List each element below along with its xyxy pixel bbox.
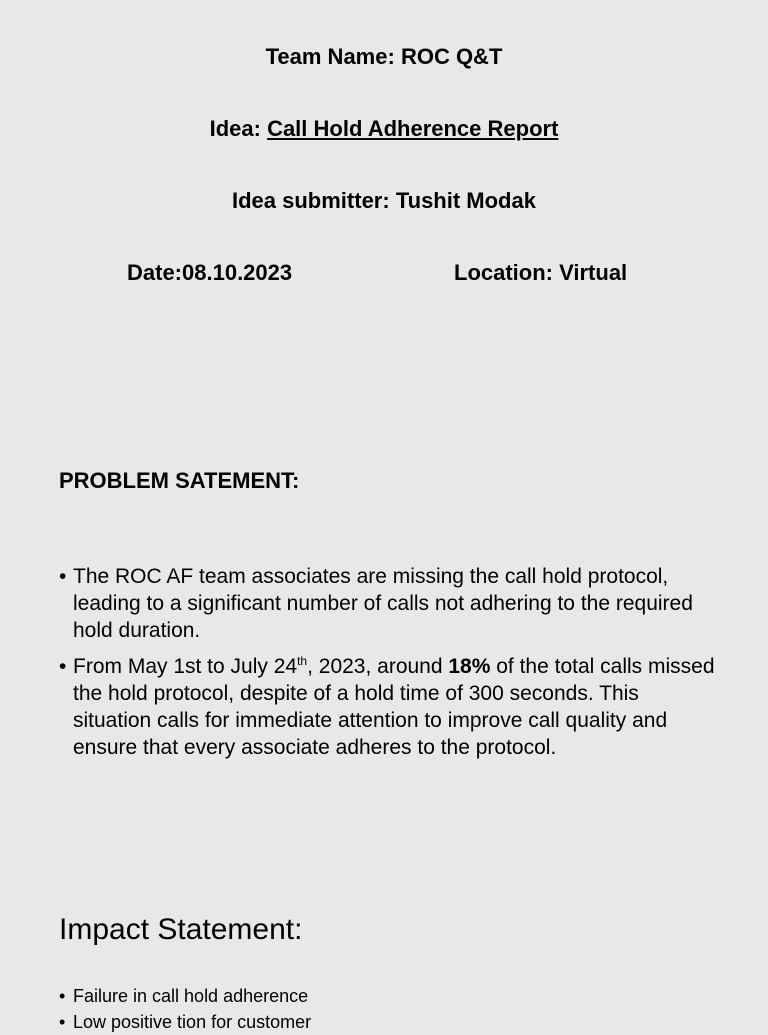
- impact-bullet: [59, 983, 719, 1009]
- impact-statement-heading: Impact Statement:: [59, 913, 303, 946]
- problem-bullet-text-pre: From May 1st to July 24: [73, 655, 298, 678]
- location-text: Location: Virtual: [454, 260, 628, 285]
- idea-label: Idea:: [209, 116, 261, 141]
- problem-bullet-text: The ROC AF team associates are missing the call hold protocol, leading to a significant number of calls not adhering to the required hold duration.: [73, 565, 693, 642]
- problem-bullet: [59, 563, 719, 644]
- bullet-dot-icon: •: [59, 1012, 66, 1032]
- ordinal-superscript: th: [297, 654, 308, 668]
- submitter-value: Tushit Modak: [395, 188, 536, 213]
- submitter-line: [0, 186, 768, 216]
- problem-statement-heading: PROBLEM SATEMENT:: [59, 468, 300, 493]
- date-text: Date:08.10.2023: [127, 260, 293, 285]
- idea-line: [0, 114, 768, 144]
- submitter-label: Idea submitter:: [232, 188, 390, 213]
- problem-bullet-text-post: of the total calls missed the hold protocol, despite of a hold time of 300 seconds. This situation calls for immediate attention to improve call quality and ensure that every associate adheres to the protocol.: [73, 655, 715, 759]
- team-label: Team Name:: [265, 44, 395, 69]
- bullet-dot-icon: •: [59, 986, 66, 1006]
- impact-bullet: [59, 1009, 719, 1035]
- problem-bullet-text-mid: , 2023, around: [307, 655, 449, 678]
- impact-bullet-list: [59, 983, 719, 1035]
- problem-bullet: [59, 653, 719, 761]
- bullet-dot-icon: •: [59, 655, 67, 678]
- percentage-highlight: 18%: [448, 655, 491, 678]
- idea-title: Call Hold Adherence Report: [267, 116, 559, 141]
- team-name-line: [0, 42, 768, 72]
- team-value: ROC Q&T: [400, 44, 503, 69]
- problem-bullet-list: [59, 563, 719, 770]
- bullet-dot-icon: •: [59, 565, 67, 588]
- impact-bullet-text: Failure in call hold adherence: [73, 986, 309, 1006]
- impact-bullet-text: Low positive tion for customer: [73, 1012, 312, 1032]
